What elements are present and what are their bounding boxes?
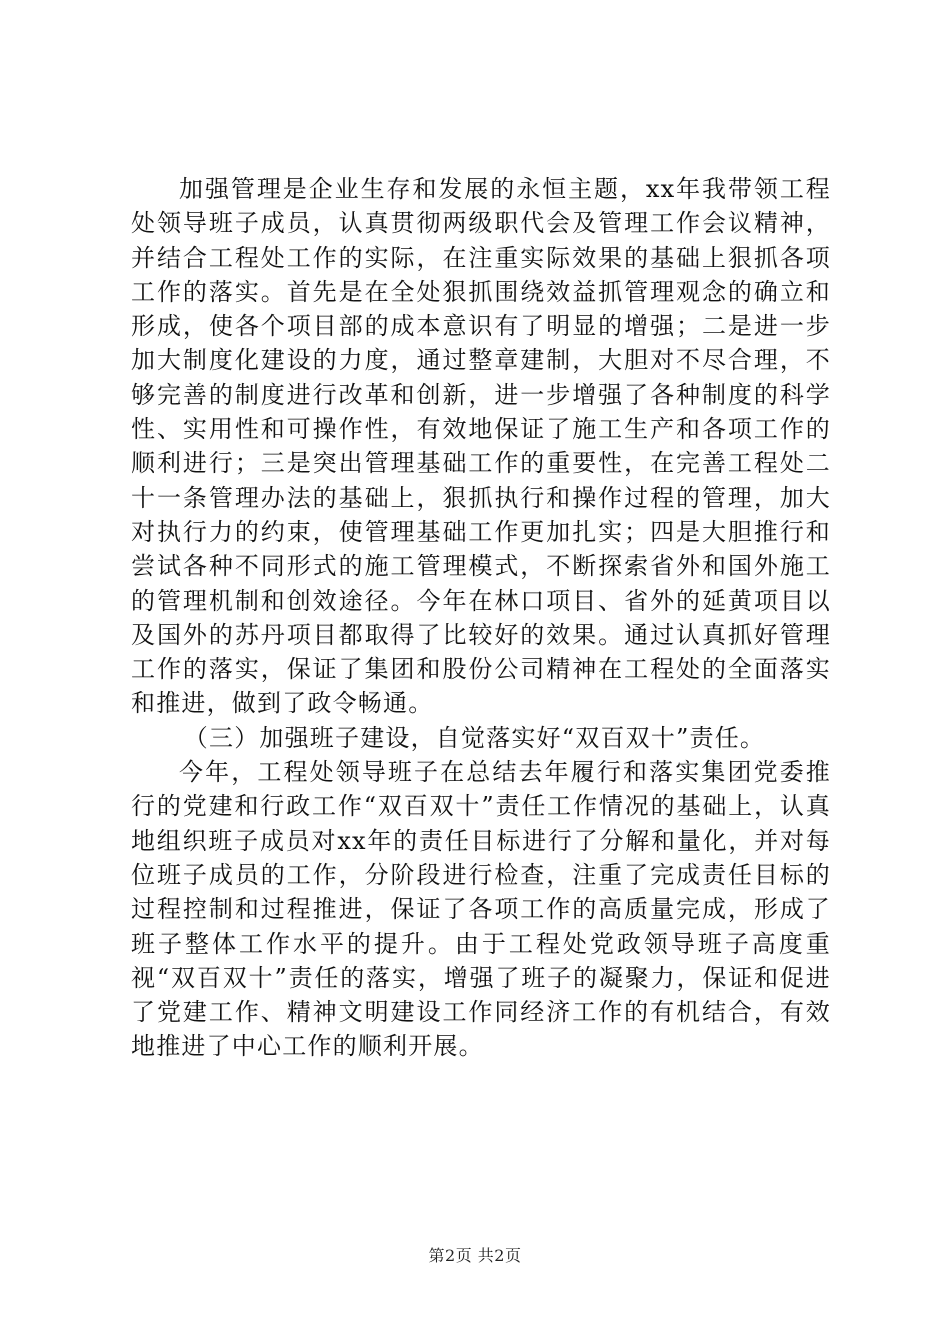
paragraph-responsibility: 今年，工程处领导班子在总结去年履行和落实集团党委推行的党建和行政工作“双百双十”责任工作情况的基础上，认真地组织班子成员对xx年的责任目标进行了分解和量化，并对每位班子成员的工作，分阶段进行检查，注重了完成责任目标的过程控制和过程推进，保证了各项工作的高质量完成，形成了班子整体工作水平的提升。由于工程处党政领导班子高度重视“双百双十”责任的落实，增强了班子的凝聚力，保证和促进了党建工作、精神文明建设工作同经济工作的有机结合，有效地推进了中心工作的顺利开展。	[131, 758, 831, 1061]
paragraph-management: 加强管理是企业生存和发展的永恒主题，xx年我带领工程处领导班子成员，认真贯彻两级职代会及管理工作会议精神，并结合工程处工作的实际，在注重实际效果的基础上狠抓各项工作的落实。首先是在全处狠抓围绕效益抓管理观念的确立和形成，使各个项目部的成本意识有了明显的增强；二是进一步加大制度化建设的力度，通过整章建制，大胆对不尽合理，不够完善的制度进行改革和创新，进一步增强了各种制度的科学性、实用性和可操作性，有效地保证了施工生产和各项工作的顺利进行；三是突出管理基础工作的重要性，在完善工程处二十一条管理办法的基础上，狠抓执行和操作过程的管理，加大对执行力的约束，使管理基础工作更加扎实；四是大胆推行和尝试各种不同形式的施工管理模式，不断探索省外和国外施工的管理机制和创效途径。今年在林口项目、省外的延黄项目以及国外的苏丹项目都取得了比较好的效果。通过认真抓好管理工作的落实，保证了集团和股份公司精神在工程处的全面落实和推进，做到了政令畅通。	[131, 175, 831, 718]
document-body	[131, 172, 831, 1064]
page-number-footer: 第2页 共2页	[428, 1246, 522, 1265]
section-heading: （三）加强班子建设，自觉落实好“双百双十”责任。	[183, 723, 766, 752]
